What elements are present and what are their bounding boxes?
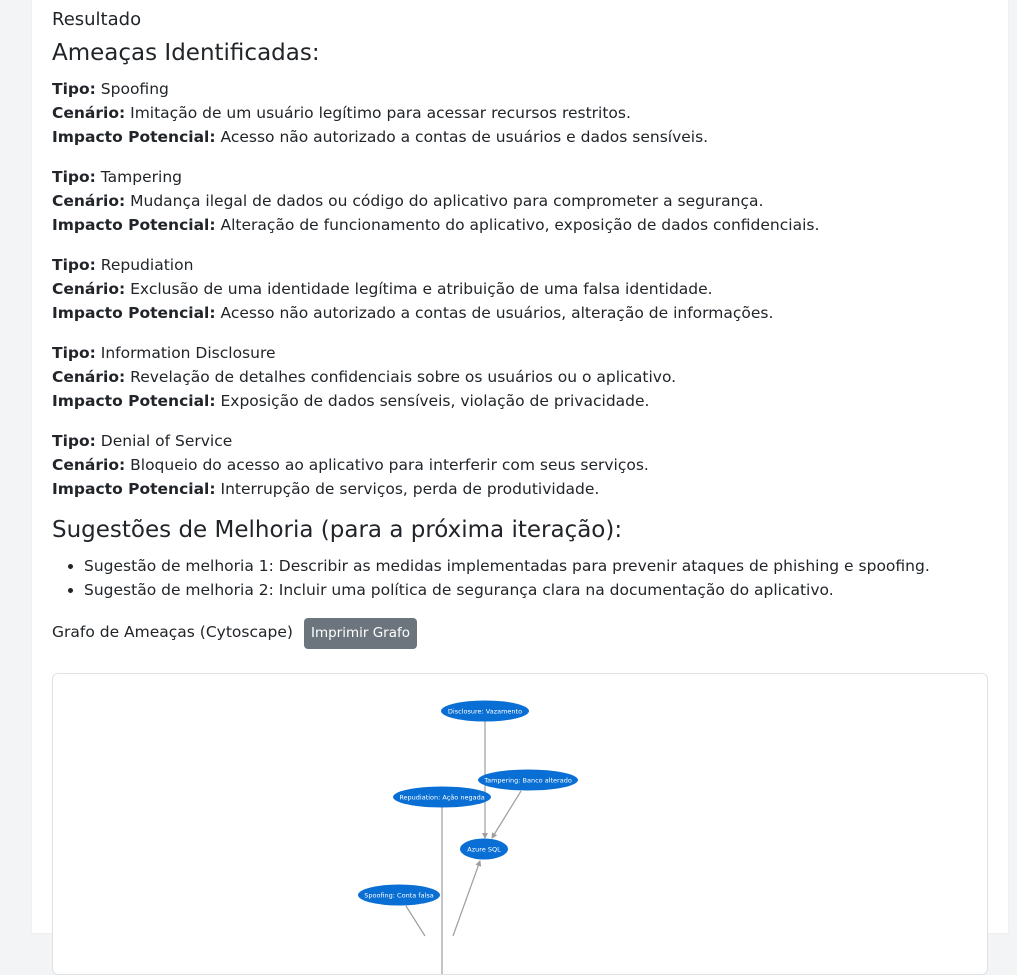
- threat-scenario-line: [52, 189, 988, 213]
- suggestions-list: [52, 554, 930, 602]
- threat-block: [52, 77, 988, 149]
- threat-graph-svg[interactable]: [53, 674, 987, 974]
- threat-block: [52, 429, 988, 501]
- threat-block: [52, 253, 988, 325]
- graph-label: Grafo de Ameaças (Cytoscape): [52, 623, 293, 641]
- threat-scenario: Mudança ilegal de dados ou código do aplicativo para comprometer a segurança.: [130, 192, 764, 210]
- scenario-label: Cenário:: [52, 280, 126, 298]
- threat-type-line: [52, 253, 988, 277]
- threat-scenario: Revelação de detalhes confidenciais sobre os usuários ou o aplicativo.: [130, 368, 677, 386]
- threat-type: Tampering: [100, 168, 182, 186]
- threat-impact: Acesso não autorizado a contas de usuários e dados sensíveis.: [220, 128, 709, 146]
- threat-impact-line: [52, 477, 988, 501]
- graph-node-tampering[interactable]: [478, 770, 578, 791]
- impact-label: Impacto Potencial:: [52, 304, 216, 322]
- node-label-disclosure: Disclosure: Vazamento: [447, 707, 523, 716]
- threat-scenario: Bloqueio do acesso ao aplicativo para interferir com seus serviços.: [130, 456, 649, 474]
- scenario-label: Cenário:: [52, 104, 126, 122]
- graph-node-spoofing[interactable]: [358, 885, 440, 906]
- threat-type: Information Disclosure: [100, 344, 276, 362]
- threat-scenario-line: [52, 277, 988, 301]
- impact-label: Impacto Potencial:: [52, 216, 216, 234]
- type-label: Tipo:: [52, 344, 96, 362]
- suggestion-item: • Sugestão de melhoria 2: Incluir uma política de segurança clara na documentação do aplicativo.: [84, 578, 930, 602]
- threat-impact: Interrupção de serviços, perda de produtividade.: [220, 480, 600, 498]
- suggestion-item: • Sugestão de melhoria 1: Describir as medidas implementadas para prevenir ataques de phishing e spoofing.: [84, 554, 930, 578]
- threat-scenario: Imitação de um usuário legítimo para acessar recursos restritos.: [130, 104, 631, 122]
- threat-impact: Acesso não autorizado a contas de usuários, alteração de informações.: [220, 304, 774, 322]
- edge-tampering-azure: [492, 791, 521, 838]
- scenario-label: Cenário:: [52, 456, 126, 474]
- threat-scenario-line: [52, 365, 988, 389]
- threat-type-line: [52, 341, 988, 365]
- threat-type-line: [52, 165, 988, 189]
- edge-to-azure-from-below: [453, 861, 480, 936]
- result-card: [32, 0, 1008, 933]
- threat-scenario-line: [52, 453, 988, 477]
- graph-node-repudiation[interactable]: [393, 787, 491, 808]
- graph-node-disclosure[interactable]: [441, 701, 529, 722]
- threat-impact-line: [52, 125, 988, 149]
- threat-type-line: [52, 77, 988, 101]
- impact-label: Impacto Potencial:: [52, 392, 216, 410]
- suggestions-heading: Sugestões de Melhoria (para a próxima iteração):: [52, 517, 623, 543]
- graph-node-azure-sql[interactable]: [460, 839, 508, 860]
- print-graph-button[interactable]: Imprimir Grafo: [304, 618, 417, 649]
- threat-impact: Alteração de funcionamento do aplicativo, exposição de dados confidenciais.: [220, 216, 820, 234]
- threat-block: [52, 341, 988, 413]
- type-label: Tipo:: [52, 256, 96, 274]
- threat-impact-line: [52, 301, 988, 325]
- threat-impact-line: [52, 213, 988, 237]
- threat-block: [52, 165, 988, 237]
- node-label-tampering: Tampering: Banco alterado: [484, 776, 572, 785]
- node-label-azure: Azure SQL: [467, 845, 501, 854]
- threat-type-line: [52, 429, 988, 453]
- node-label-spoofing: Spoofing: Conta falsa: [364, 891, 434, 900]
- threat-type: Spoofing: [100, 80, 169, 98]
- scenario-label: Cenário:: [52, 192, 126, 210]
- threat-type: Repudiation: [100, 256, 194, 274]
- threat-impact: Exposição de dados sensíveis, violação de privacidade.: [220, 392, 650, 410]
- node-label-repudiation: Repudiation: Ação negada: [399, 793, 485, 802]
- threats-heading: Ameaças Identificadas:: [52, 40, 320, 66]
- threat-graph-canvas[interactable]: [52, 673, 988, 975]
- threat-type: Denial of Service: [100, 432, 233, 450]
- threat-scenario-line: [52, 101, 988, 125]
- type-label: Tipo:: [52, 432, 96, 450]
- type-label: Tipo:: [52, 168, 96, 186]
- edge-spoofing-down: [406, 906, 425, 936]
- type-label: Tipo:: [52, 80, 96, 98]
- impact-label: Impacto Potencial:: [52, 480, 216, 498]
- threat-scenario: Exclusão de uma identidade legítima e atribuição de uma falsa identidade.: [130, 280, 713, 298]
- impact-label: Impacto Potencial:: [52, 128, 216, 146]
- result-title: Resultado: [52, 9, 142, 30]
- threat-impact-line: [52, 389, 988, 413]
- scenario-label: Cenário:: [52, 368, 126, 386]
